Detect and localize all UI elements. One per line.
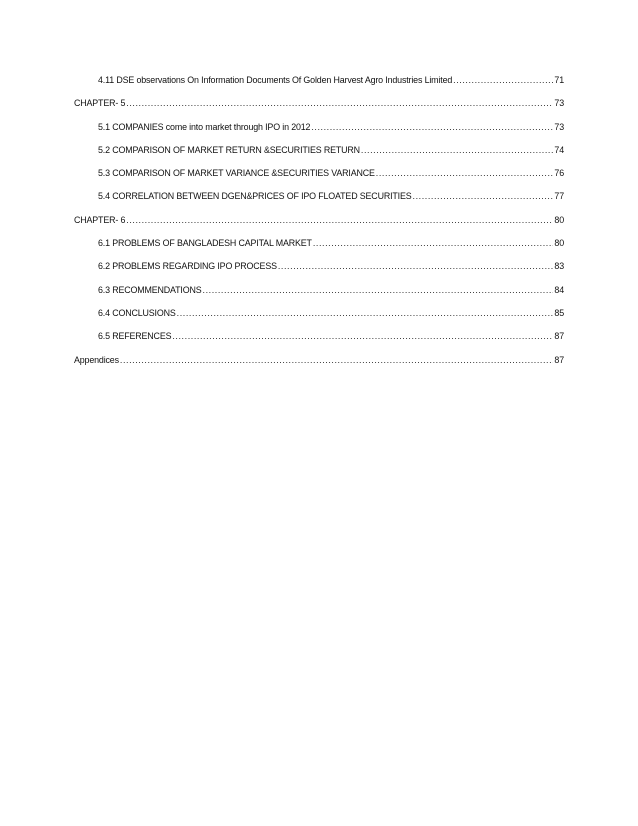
toc-entry-label: 6.5 REFERENCES	[98, 331, 172, 342]
toc-page-number: 74	[554, 144, 564, 155]
toc-dot-leader	[311, 116, 553, 139]
toc-entry-6-2[interactable]	[74, 255, 564, 278]
toc-dot-leader	[126, 92, 553, 115]
toc-entry-label: 5.3 COMPARISON OF MARKET VARIANCE &SECURITIES VARIANCE	[98, 168, 375, 179]
toc-entry-5-2[interactable]	[74, 139, 564, 162]
toc-entry-label: 6.2 PROBLEMS REGARDING IPO PROCESS	[98, 261, 277, 272]
toc-entry-5-1[interactable]	[74, 116, 564, 139]
toc-entry-chapter-5[interactable]	[74, 92, 564, 115]
toc-entry-6-5[interactable]	[74, 325, 564, 348]
toc-page-number: 85	[554, 307, 564, 318]
toc-entry-6-4[interactable]	[74, 302, 564, 325]
toc-page-number: 80	[554, 214, 564, 225]
toc-entry-label: 4.11 DSE observations On Information Documents Of Golden Harvest Agro Industries Limited	[98, 75, 453, 85]
toc-entry-label: 6.1 PROBLEMS OF BANGLADESH CAPITAL MARKET	[98, 238, 312, 249]
toc-entry-label: Appendices	[74, 354, 119, 365]
toc-entry-label: 5.4 CORRELATION BETWEEN DGEN&PRICES OF IPO FLOATED SECURITIES	[98, 191, 412, 202]
toc-page-number: 77	[554, 191, 564, 202]
toc-entry-label: 6.4 CONCLUSIONS	[98, 307, 176, 318]
toc-dot-leader	[413, 185, 554, 208]
toc-dot-leader	[172, 325, 553, 348]
toc-entry-5-3[interactable]	[74, 162, 564, 185]
toc-page-number: 87	[554, 331, 564, 342]
toc-entry-4-11[interactable]	[74, 69, 564, 92]
toc-entry-chapter-6[interactable]	[74, 209, 564, 232]
toc-entry-6-3[interactable]	[74, 279, 564, 302]
table-of-contents	[74, 69, 564, 372]
toc-entry-label: 5.1 COMPANIES come into market through IPO in 2012	[98, 121, 311, 132]
toc-dot-leader	[177, 302, 554, 325]
toc-page-number: 83	[554, 261, 564, 272]
toc-dot-leader	[361, 139, 554, 162]
toc-entry-label: 5.2 COMPARISON OF MARKET RETURN &SECURITIES RETURN	[98, 144, 360, 155]
toc-dot-leader	[126, 209, 553, 232]
toc-page-number: 76	[554, 168, 564, 179]
toc-entry-label: 6.3 RECOMMENDATIONS	[98, 284, 202, 295]
toc-entry-appendices[interactable]	[74, 349, 564, 372]
toc-dot-leader	[203, 279, 554, 302]
toc-entry-5-4[interactable]	[74, 185, 564, 208]
toc-dot-leader	[453, 69, 553, 92]
toc-entry-label: CHAPTER- 6	[74, 214, 126, 225]
toc-page-number: 73	[554, 98, 564, 109]
toc-dot-leader	[376, 162, 554, 185]
toc-page-number: 80	[554, 238, 564, 249]
toc-page-number: 71	[554, 75, 564, 85]
toc-page-number: 87	[554, 354, 564, 365]
toc-dot-leader	[313, 232, 554, 255]
toc-page-number: 84	[554, 284, 564, 295]
toc-entry-label: CHAPTER- 5	[74, 98, 126, 109]
toc-dot-leader	[278, 255, 554, 278]
toc-page-number: 73	[554, 121, 564, 132]
toc-dot-leader	[120, 349, 554, 372]
toc-entry-6-1[interactable]	[74, 232, 564, 255]
